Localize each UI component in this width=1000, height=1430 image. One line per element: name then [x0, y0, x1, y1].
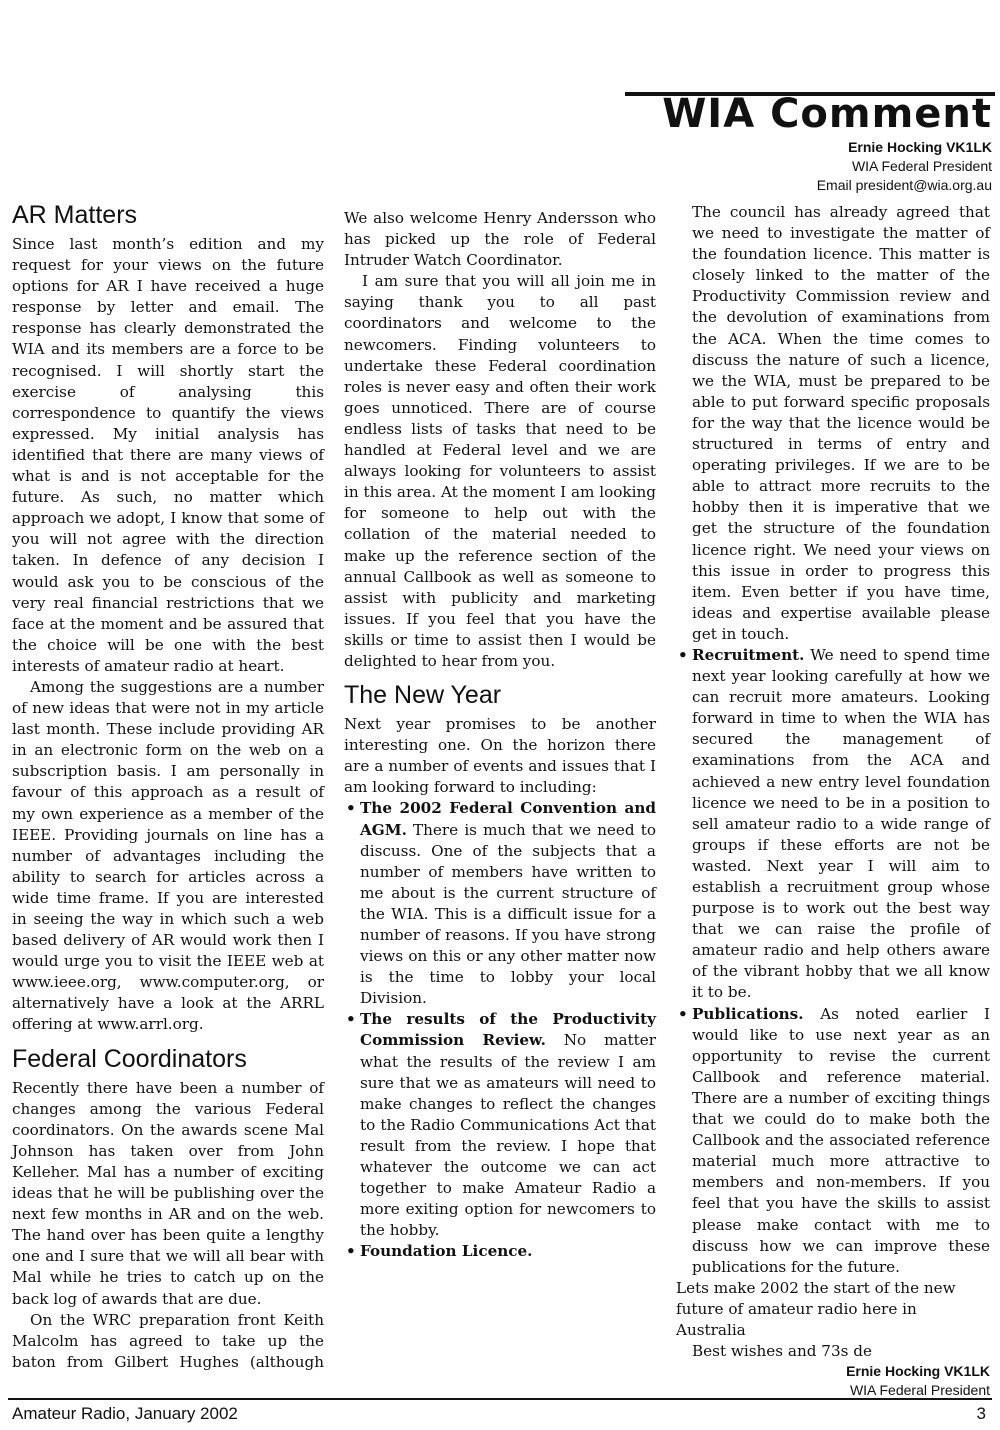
signature-role: WIA Federal President: [849, 1382, 990, 1399]
column-1: [12, 200, 324, 1372]
column-title: WIA Comment: [662, 91, 992, 137]
list-item-lead: Recruitment.: [692, 645, 805, 664]
signature: [676, 1362, 990, 1400]
regards-text: Best wishes and 73s de: [692, 1342, 872, 1361]
footer-rule: [8, 1398, 992, 1400]
signature-name: Ernie Hocking VK1LK: [846, 1363, 990, 1380]
coordinators-paragraph: I am sure that you will all join me in saying thank you to all past coordinators and welcome to the newcomers. Finding volunteers to undertake these Federal coordination roles is never easy and often their work goes unnoticed. There are of course endless lists of tasks that need to be handled at Federal level and we are always looking for volunteers to assist in this area. At the moment I am looking for someone to help out with the collation of the material needed to make up the reference section of the annual Callbook as well as someone to assist with publicity and marketing issues. If you feel that you have the skills or time to assist then I would be delighted to hear from you.: [344, 272, 656, 670]
list-item: [344, 798, 656, 1009]
list-item: [344, 1241, 656, 1262]
list-item-lead: Foundation Licence.: [360, 1242, 533, 1261]
new-year-list-continued: [676, 645, 990, 1278]
heading-ar-matters: AR Matters: [12, 201, 138, 229]
list-item: [676, 1004, 990, 1278]
ar-matters-paragraph: Since last month’s edition and my request for your views on the future options for AR I have received a huge response by letter and email. The response has clearly demonstrated the WIA and its members are a force to be recognised. I will shortly start the exercise of analysing this correspondence to quantify the views expressed. My initial analysis has identified that there are many views of what is and is not acceptable for the future. As such, no matter which approach we adopt, I know that some of you will not agree with the direction taken. In defence of any decision I would ask you to be conscious of the very real financial restrictions that we face at the moment and be assured that the choice will be one with the best interests of amateur radio at heart.: [12, 235, 324, 675]
column-2: [344, 208, 656, 1263]
list-item: [676, 645, 990, 1004]
new-year-list: [344, 798, 656, 1262]
page-number: 3: [976, 1404, 986, 1423]
list-item-lead: The 2002 Federal Convention and AGM.: [360, 799, 656, 839]
publication-footer: Amateur Radio, January 2002: [12, 1404, 238, 1423]
author-role: WIA Federal President: [851, 158, 992, 174]
new-year-intro: Next year promises to be another interesting one. On the horizon there are a number of events and issues that I am looking forward to including:: [344, 715, 656, 797]
column-3: [676, 202, 990, 1400]
coordinators-paragraph: On the WRC preparation front Keith Malcolm has agreed to take up the baton from Gilbert Hughes (although: [12, 1310, 324, 1371]
coordinators-paragraph: Recently there have been a number of changes among the various Federal coordinators. On the awards scene Mal Johnson has taken over from John Kelleher. Mal has a number of exciting ideas that he will be publishing over the next few months in AR and on the web. The hand over has been quite a lengthy one and I sure that we will all bear with Mal while he tries to catch up on the back log of awards that are due.: [12, 1078, 324, 1308]
author-email: Email president@wia.org.au: [816, 177, 992, 193]
closing-text: Lets make 2002 the start of the new future of amateur radio here in Australia: [676, 1278, 956, 1339]
list-item-text: We need to spend time next year looking carefully at how we can recruit more amateurs. Looking forward in time to when the WIA has secured the management of examinations from the ACA and achieved a new entry level foundation licence we need to be in a position to sell amateur radio to a wide range of groups if these efforts are not be wasted. Next year I will aim to establish a recruitment group whose purpose is to work out the best way that we can raise the profile of amateur radio and help others aware of the vibrant hobby that we all know it to be.: [692, 645, 990, 1002]
author-name: Ernie Hocking VK1LK: [848, 139, 992, 155]
list-item-text: There is much that we need to discuss. One of the subjects that a number of members have written to me about is the current structure of the WIA. This is a difficult issue for a number of reasons. If you have strong views on this or any other matter now is the time to lobby your local Division.: [360, 820, 656, 1008]
heading-federal-coordinators: Federal Coordinators: [12, 1044, 247, 1073]
list-item: [344, 1009, 656, 1241]
byline: [817, 138, 992, 195]
foundation-licence-continued: The council has already agreed that we need to investigate the matter of the foundation licence. This matter is closely linked to the matter of the Productivity Commission review and the devolution of examinations from the ACA. When the time comes to discuss the nature of such a licence, we the WIA, must be prepared to be able to put forward specific proposals for the way that the licence would be structured in terms of entry and operating privileges. If we are to be able to attract more recruits to the hobby then it is imperative that we get the structure of the foundation licence right. We need your views on this issue in order to progress this item. Even better if you have time, ideas and expertise available please get in touch.: [692, 203, 990, 643]
list-item-text: No matter what the results of the review I am sure that we as amateurs will need to make changes to reflect the changes to the Radio Communications Act that result from the review. I hope that whatever the outcome we can act together to make Amateur Radio a more exiting option for newcomers to the hobby.: [360, 1031, 656, 1240]
ar-matters-paragraph: Among the suggestions are a number of new ideas that were not in my article last month. These include providing AR in an electronic form on the web on a subscription basis. I am personally in favour of this approach as a result of my own experience as a member of the IEEE. Providing journals on line has a number of advantages including the ability to search for articles across a wide time frame. If you are interested in seeing the way in which such a web based delivery of AR would work then I would urge you to visit the IEEE web at www.ieee.org, www.computer.org, or alternatively have a look at the ARRL offering at www.arrl.org.: [12, 677, 324, 1034]
list-item-lead: Publications.: [692, 1004, 804, 1023]
list-item-lead: The results of the Productivity Commission Review.: [360, 1010, 656, 1050]
list-item-text: As noted earlier I would like to use next year as an opportunity to revise the current Callbook and reference material. There are a number of exciting things that we could do to make both the Callbook and the associated reference material much more attractive to members and non-members. If you feel that you have the skills to assist please make contact with me to discuss how we can improve these publications for the future.: [692, 1004, 990, 1276]
heading-new-year: The New Year: [344, 681, 502, 710]
coordinators-paragraph: We also welcome Henry Andersson who has picked up the role of Federal Intruder Watch Coordinator.: [344, 209, 656, 270]
